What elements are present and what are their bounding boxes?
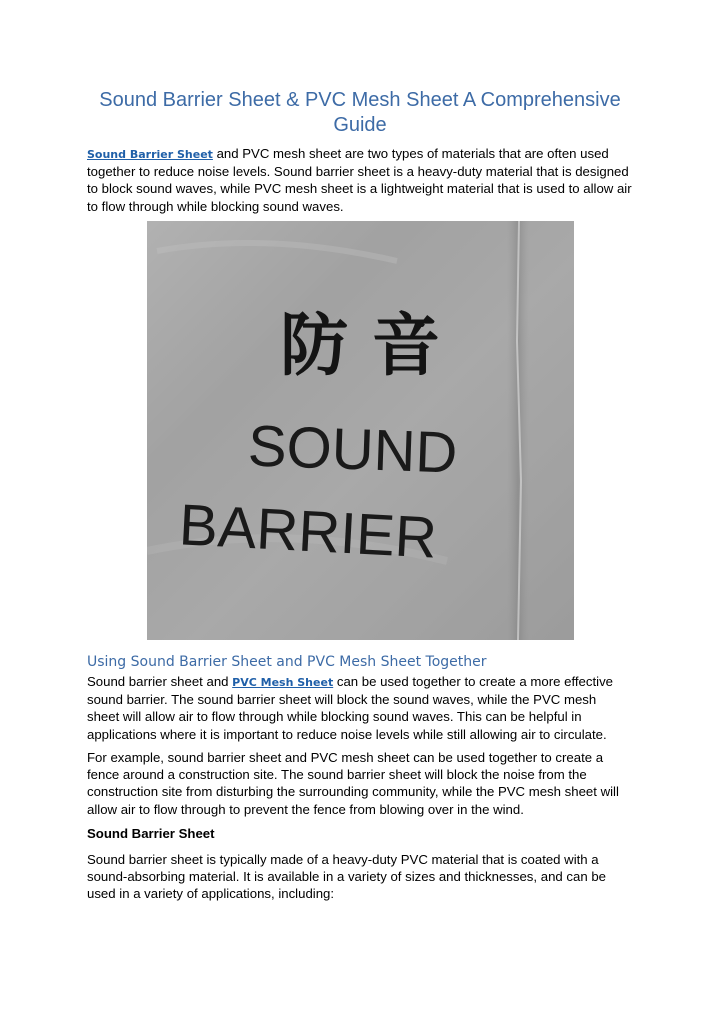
section1-paragraph1	[87, 673, 632, 743]
section-heading-sound-barrier-sheet: Sound Barrier Sheet	[87, 826, 215, 841]
sound-barrier-photo-graphic	[147, 221, 574, 640]
chinese-label: 防 音	[280, 307, 440, 386]
document-title: Sound Barrier Sheet & PVC Mesh Sheet A Comprehensive Guide	[99, 89, 621, 136]
section-heading-using-together: Using Sound Barrier Sheet and PVC Mesh Sheet Together	[87, 654, 487, 670]
section1-paragraph2: For example, sound barrier sheet and PVC mesh sheet can be used together to create a fence around a construction site. The sound barrier sheet will block the noise from the construction site from disturbing the surrounding community, while the PVC mesh sheet will allow air to flow through to prevent the fence from blowing over in the wind.	[87, 750, 619, 817]
section2-paragraph: Sound barrier sheet is typically made of a heavy-duty PVC material that is coated with a sound-absorbing material. It is available in a variety of sizes and thicknesses, and can be used in a variety of applications, including:	[87, 852, 606, 902]
barrier-label: BARRIER	[177, 492, 439, 571]
sound-barrier-photo	[147, 221, 574, 640]
para1-after-text: can be used together to create a more effective sound barrier. The sound barrier sheet will block the sound waves, while the PVC mesh sheet will allow air to flow through while blocking sound waves. This can be helpful in applications where it is important to reduce noise levels while still allowing air to circulate.	[87, 674, 613, 742]
intro-paragraph	[87, 145, 632, 215]
intro-text: and PVC mesh sheet are two types of materials that are often used together to reduce noise levels. Sound barrier sheet is a heavy-duty material that is designed to block sound waves, while PVC mesh sheet is a lightweight material that is used to allow air to flow through while blocking sound waves.	[87, 146, 632, 214]
sound-label: SOUND	[246, 413, 459, 486]
pvc-mesh-sheet-link[interactable]: PVC Mesh Sheet	[232, 676, 334, 689]
sound-barrier-sheet-link[interactable]: Sound Barrier Sheet	[87, 148, 213, 161]
para1-before-text: Sound barrier sheet and	[87, 674, 233, 689]
